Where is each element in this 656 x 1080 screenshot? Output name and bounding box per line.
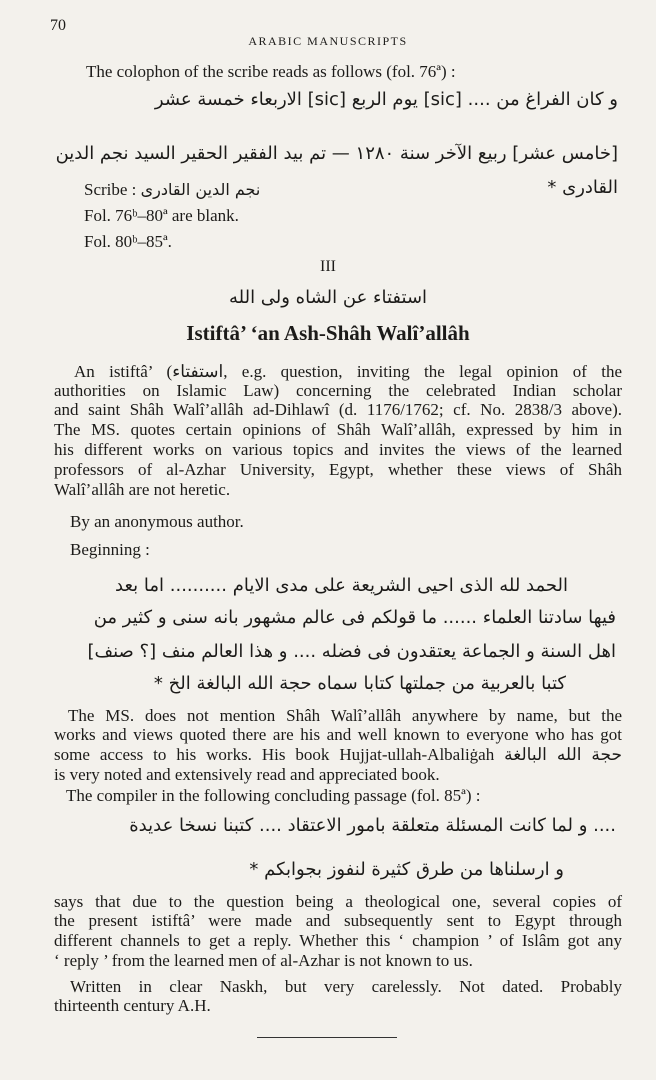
beginning-arabic-line-1: الحمد لله الذى احيى الشريعة على مدى الايام .......... اما بعد [115,575,568,596]
beginning-label: Beginning : [70,540,150,559]
english-title: Istiftâ’ ‘an Ash-Shâh Walî’allâh [186,321,470,345]
scribe-label: Scribe : [84,180,137,199]
beginning-arabic-line-4: كتبا بالعربية من جملتها كتابا سماه حجة الله البالغة الخ * [153,673,566,694]
para1-line-6: professors of al-Azhar University, Egypt, whether these views of Shâh [54,460,622,479]
para2-line-2: works and views quoted there are his and well known to everyone who has got [54,725,622,744]
para1-line-7: Walî’allâh are not heretic. [54,480,231,499]
para3-line-1: says that due to the question being a theological one, several copies of [54,892,622,911]
scribe-name-arabic: نجم الدين القادرى [140,180,261,199]
fol-blank-line: Fol. 76ᵇ–80ª are blank. [84,206,239,225]
para1-line-2: authorities on Islamic Law) concerning the celebrated Indian scholar [54,381,622,400]
scribe-line [84,180,260,200]
para1-line-4: The MS. quotes certain opinions of Shâh Walî’allâh, expressed by him in [54,420,622,439]
para3-line-4: ‘ reply ’ from the learned men of al-Azhar is not known to us. [54,951,473,970]
para1-line-5: his different works on various topics and invites the views of the learned [54,440,622,459]
colophon-arabic-line-2: [خامس عشر] ربيع الآخر سنة ١٢٨٠ — تم بيد الفقير الحقير السيد نجم الدين [55,143,618,164]
para4-line-2: thirteenth century A.H. [54,996,211,1015]
compiler-line: The compiler in the following concluding passage (fol. 85ª) : [66,786,481,805]
colophon-arabic-line-1: و كان الفراغ من .... [sic] يوم الربع [sic] الاربعاء خمسة عشر [154,89,618,110]
colophon-arabic-line-3: القادرى * [547,177,618,198]
beginning-arabic-line-3: اهل السنة و الجماعة يعتقدون فى فضله .... و هذا العالم منف [؟ صنف] [87,641,616,662]
concluding-arabic-line-2: و ارسلناها من طرق كثيرة لنفوز بجوابكم * [249,859,564,880]
para3-line-2: the present istiftâ’ were made and subsequently sent to Egypt through [54,911,622,930]
para2-line-4: is very noted and extensively read and appreciated book. [54,765,440,784]
end-rule [257,1037,397,1038]
para4-line-1: Written in clear Naskh, but very carelessly. Not dated. Probably [70,977,622,996]
beginning-arabic-line-2: فيها سادتنا العلماء ...... ما قولكم فى عالم مشهور بانه سنى و كثير من [93,607,616,628]
concluding-arabic-line-1: .... و لما كانت المسئلة متعلقة بامور الاعتقاد .... كتبنا نسخا عديدة [129,815,616,836]
para1-line-1: An istiftâ’ (استفتاء, e.g. question, inviting the legal opinion of the [74,362,622,381]
colophon-intro: The colophon of the scribe reads as follows (fol. 76ª) : [86,62,456,81]
para1-line-3: and saint Shâh Walî’allâh ad-Dihlawî (d. 1176/1762; cf. No. 2838/3 above). [54,400,622,419]
para2-line-3: some access to his works. His book Hujjat-ullah-Albaliġah حجة الله البالغة [54,745,623,764]
section-numeral: III [320,258,336,275]
running-head: ARABIC MANUSCRIPTS [248,34,408,48]
author-line: By an anonymous author. [70,512,244,531]
arabic-title: استفتاء عن الشاه ولى الله [228,287,428,308]
para2-line-1: The MS. does not mention Shâh Walî’allâh anywhere by name, but the [68,706,622,725]
fol-range-line: Fol. 80ᵇ–85ª. [84,232,172,251]
page-number: 70 [50,17,66,34]
para3-line-3: different channels to get a reply. Whether this ‘ champion ’ of Islâm got any [54,931,622,950]
